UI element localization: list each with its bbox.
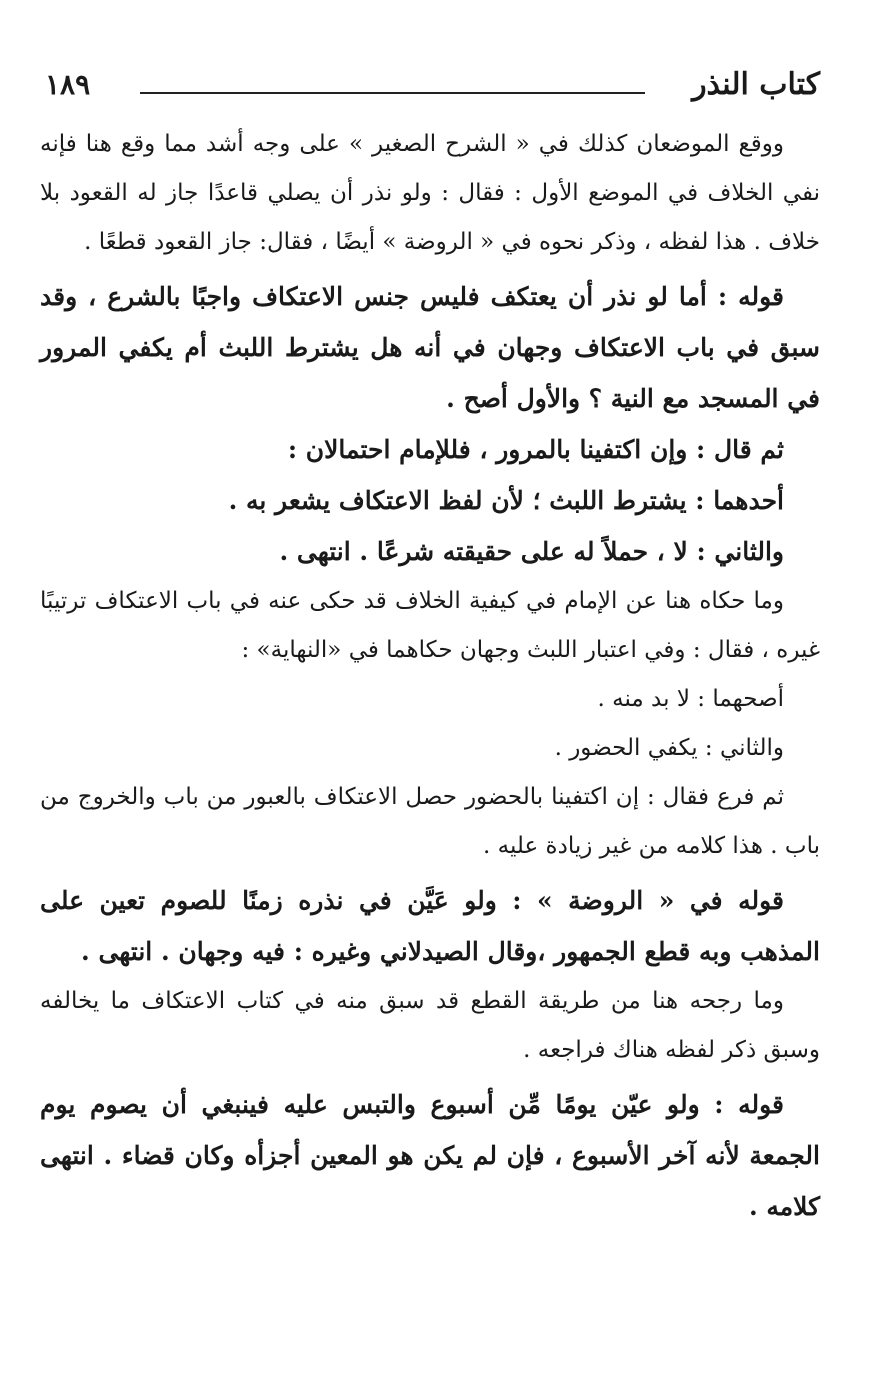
paragraph: أحدهما : يشترط اللبث ؛ لأن لفظ الاعتكاف يشعر به . [228,486,784,515]
paragraph: أصحهما : لا بد منه . [597,686,784,712]
paragraph: والثاني : يكفي الحضور . [554,735,784,761]
paragraph: قوله : ولو عيّن يومًا مِّن أسبوع والتبس عليه فينبغي أن يصوم يوم الجمعة لأنه آخر الأسبوع ، فإن لم يكن هو المعين أجزأه وكان قضاء . انتهى كلامه . [40,1090,820,1221]
page-number: ١٨٩ [45,68,91,101]
paragraph: ثم فرع فقال : إن اكتفينا بالحضور حصل الاعتكاف بالعبور من باب والخروج من باب . هذا كلامه من غير زيادة عليه . [40,784,820,859]
paragraph: وما حكاه هنا عن الإمام في كيفية الخلاف قد حكى عنه في باب الاعتكاف ترتيبًا غيره ، فقال : وفي اعتبار اللبث وجهان حكاهما في «النهاية» : [40,588,820,663]
paragraph: ووقع الموضعان كذلك في « الشرح الصغير » على وجه أشد مما وقع هنا فإنه نفي الخلاف في الموضع الأول : فقال : ولو نذر أن يصلي قاعدًا جاز له القعود بلا خلاف . هذا لفظه ، وذكر نحوه في « الروضة » أيضًا ، فقال: جاز القعود قطعًا . [40,131,820,255]
paragraph: وما رجحه هنا من طريقة القطع قد سبق منه في كتاب الاعتكاف ما يخالفه وسبق ذكر لفظه هناك فراجعه . [40,988,820,1063]
chapter-title: كتاب النذر [692,67,820,102]
paragraph: والثاني : لا ، حملاً له على حقيقته شرعًا . انتهى . [279,537,784,566]
paragraph: قوله : أما لو نذر أن يعتكف فليس جنس الاعتكاف واجبًا بالشرع ، وقد سبق في باب الاعتكاف وجهان في أنه هل يشترط اللبث أم يكفي المرور في المسجد مع النية ؟ والأول أصح . [40,282,820,413]
running-header [40,60,820,110]
paragraph: قوله في « الروضة » : ولو عَيَّن في نذره زمنًا للصوم تعين على المذهب وبه قطع الجمهور ،وقال الصيدلاني وغيره : فيه وجهان . انتهى . [40,886,820,966]
paragraph: ثم قال : وإن اكتفينا بالمرور ، فللإمام احتمالان : [287,435,784,464]
page [40,60,820,1232]
body-text [40,120,820,1232]
header-rule [140,92,645,94]
